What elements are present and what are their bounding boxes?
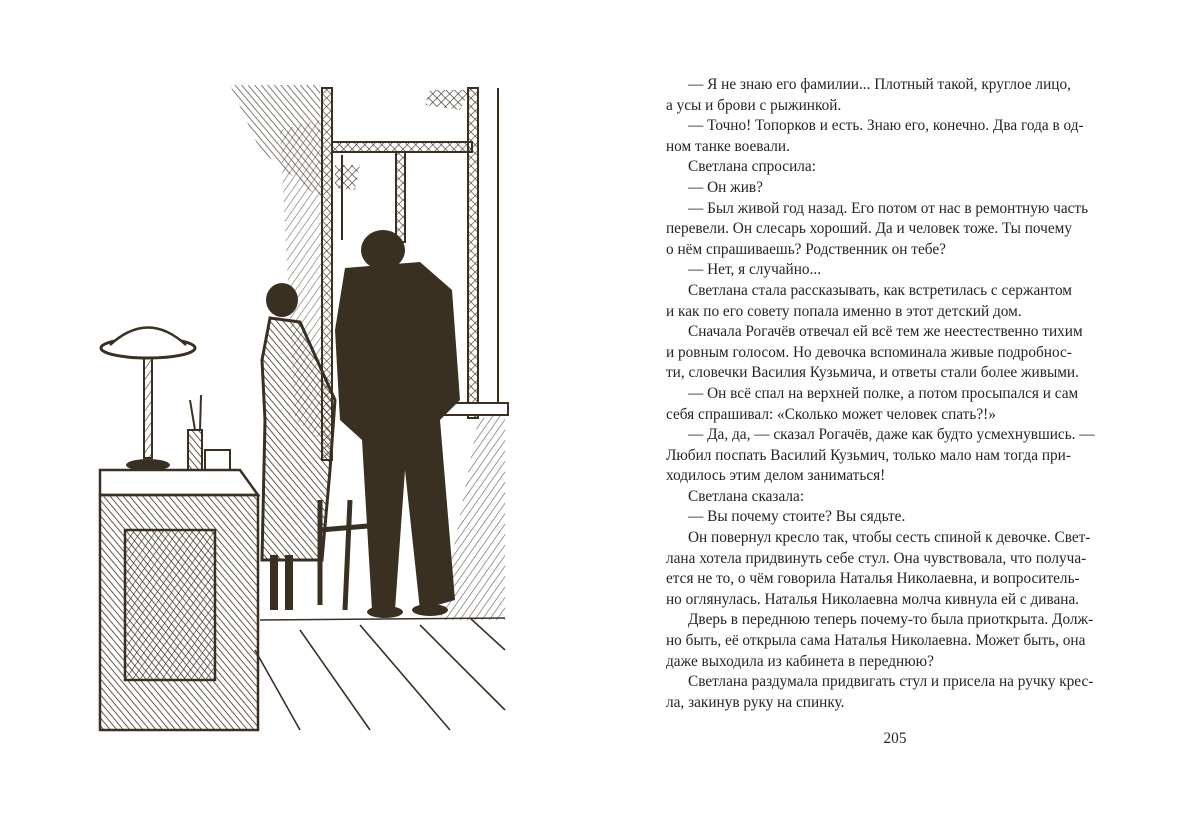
text-line: но оглянулась. Наталья Николаевна молча кивнула ей с дивана.: [666, 590, 1080, 608]
text-line: Светлана сказала:: [688, 487, 805, 505]
text-line: Он повернул кресло так, чтобы сесть спиной к девочке. Свет-: [688, 529, 1091, 547]
text-line: а усы и брови с рыжинкой.: [666, 96, 842, 114]
table-lamp: [101, 328, 195, 472]
text-line: ется не то, о чём говорила Наталья Николаевна, и вопроситель-: [666, 570, 1080, 588]
text-line: но быть, её открыла сама Наталья Николаевна. Может быть, она: [666, 632, 1086, 650]
text-line: — Вы почему стоите? Вы сядьте.: [688, 508, 906, 526]
floor-boards: [255, 618, 505, 730]
text-line: лана хотела придвинуть себе стул. Она чувствовала, что получа-: [666, 549, 1087, 567]
text-line: ла, закинув руку на спинку.: [666, 693, 845, 711]
desk-items: [188, 395, 230, 470]
text-line: — Я не знаю его фамилии... Плотный такой, круглое лицо,: [688, 76, 1071, 93]
text-line: и ровным голосом. Но девочка вспоминала живые подробнос-: [666, 343, 1072, 361]
man-figure: [335, 230, 460, 618]
text-line: — Точно! Топорков и есть. Знаю его, конечно. Два года в од-: [688, 117, 1084, 135]
text-line: ном танке воевали.: [666, 137, 790, 155]
page-number: 205: [883, 730, 907, 747]
text-line: Светлана стала рассказывать, как встретилась с сержантом: [688, 281, 1072, 299]
text-line: о нём спрашиваешь? Родственник он тебе?: [666, 240, 946, 258]
text-line: Светлана спросила:: [688, 158, 816, 176]
text-line: — Был живой год назад. Его потом от нас в ремонтную часть: [688, 199, 1089, 217]
page-text: [666, 75, 1095, 713]
text-line: Сначала Рогачёв отвечал ей всё тем же неестественно тихим: [688, 323, 1083, 341]
text-line: — Нет, я случайно...: [688, 261, 822, 279]
text-line: — Он всё спал на верхней полке, а потом просыпался и сам: [688, 384, 1079, 402]
text-line: Светлана раздумала придвигать стул и присела на ручку крес-: [688, 673, 1094, 691]
text-line: даже выходила из кабинета в переднюю?: [666, 652, 934, 670]
text-line: Дверь в переднюю теперь почему-то была приоткрыта. Долж-: [688, 611, 1094, 629]
text-line: — Да, да, — сказал Рогачёв, даже как будто усмехнувшись. —: [688, 426, 1095, 444]
text-line: себя спрашивал: «Сколько может человек спать?!»: [666, 405, 996, 423]
text-line: — Он жив?: [688, 178, 763, 196]
text-line: перевели. Он слесарь хороший. Да и человек тоже. Ты почему: [666, 220, 1072, 238]
text-line: ходилось этим делом заниматься!: [666, 467, 886, 485]
desk: [100, 470, 258, 730]
text-line: Любил поспать Василий Кузьмич, только мало нам тогда при-: [666, 446, 1071, 464]
text-line: и как по его совету попала именно в этот детский дом.: [666, 302, 1022, 320]
text-line: ти, словечки Василия Кузьмича, и ответы стали более живыми.: [666, 364, 1079, 382]
